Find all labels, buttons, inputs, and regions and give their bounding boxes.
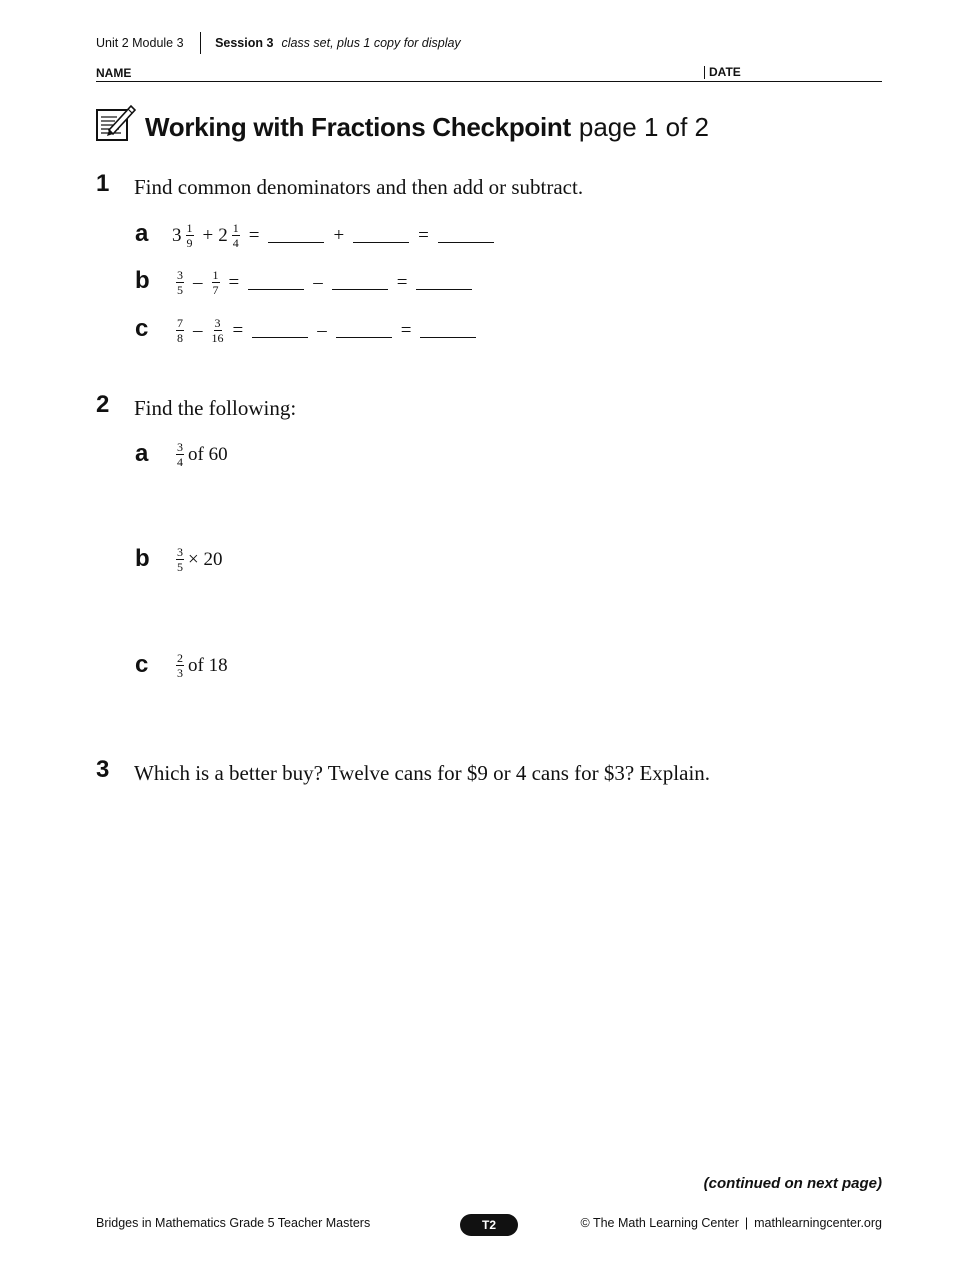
name-date-line bbox=[96, 66, 882, 82]
answer-blank[interactable] bbox=[268, 228, 324, 243]
answer-blank[interactable] bbox=[332, 275, 388, 290]
problem-1-text: Find common denominators and then add or subtract. bbox=[134, 175, 584, 199]
footer-copyright bbox=[581, 1216, 882, 1230]
problem-1a-letter: a bbox=[135, 220, 149, 247]
problem-2a-expression bbox=[172, 441, 228, 468]
fraction: $\frac{3}{16}$ bbox=[211, 316, 224, 345]
unit-module-label: Unit 2 Module 3 bbox=[96, 36, 184, 50]
title-sub: page 1 of 2 bbox=[578, 112, 709, 142]
equals-sign: = bbox=[396, 271, 408, 293]
fraction: $\frac{3}{4}$ bbox=[177, 440, 183, 469]
answer-blank[interactable] bbox=[336, 323, 392, 338]
equals-sign: = bbox=[228, 271, 240, 293]
expression-rest: of 60 bbox=[188, 443, 228, 465]
title-main: Working with Fractions Checkpoint bbox=[145, 112, 571, 142]
problem-1a-expression bbox=[172, 222, 498, 249]
website-link[interactable]: mathlearningcenter.org bbox=[754, 1216, 882, 1230]
problem-2b-letter: b bbox=[135, 545, 150, 572]
expression-rest: of 18 bbox=[188, 654, 228, 676]
fraction: $\frac{1}{4}$ bbox=[232, 221, 239, 250]
page-title bbox=[145, 112, 709, 143]
operator: – bbox=[193, 319, 203, 341]
expression-rest: × 20 bbox=[188, 548, 223, 570]
fraction: $\frac{3}{5}$ bbox=[177, 545, 183, 574]
equals-sign: = bbox=[400, 319, 412, 341]
problem-2-number: 2 bbox=[96, 391, 110, 418]
equals-sign: = bbox=[248, 224, 260, 246]
worksheet-pencil-icon bbox=[95, 100, 137, 142]
session-label: Session 3 bbox=[215, 36, 274, 50]
operator: + bbox=[202, 224, 214, 246]
operator: – bbox=[193, 271, 203, 293]
date-label: DATE bbox=[704, 66, 741, 79]
fraction: $\frac{1}{9}$ bbox=[186, 221, 193, 250]
footer-divider: | bbox=[744, 1216, 749, 1230]
operator: + bbox=[333, 224, 345, 246]
fraction: $\frac{2}{3}$ bbox=[177, 651, 183, 680]
fraction: $\frac{3}{5}$ bbox=[177, 268, 183, 297]
problem-2a-letter: a bbox=[135, 440, 149, 467]
problem-2c-expression bbox=[172, 652, 228, 679]
operator: – bbox=[313, 271, 323, 293]
problem-1c-letter: c bbox=[135, 315, 149, 342]
problem-2b-expression bbox=[172, 546, 222, 573]
answer-blank[interactable] bbox=[353, 228, 409, 243]
whole-number: 2 bbox=[218, 224, 228, 246]
header-bar bbox=[96, 33, 461, 53]
equals-sign: = bbox=[418, 224, 429, 246]
problem-3-text: Which is a better buy? Twelve cans for $9 or 4 cans for $3? Explain. bbox=[134, 761, 711, 785]
answer-blank[interactable] bbox=[420, 323, 476, 338]
problem-1b-expression bbox=[172, 269, 476, 296]
answer-blank[interactable] bbox=[438, 228, 494, 243]
fraction: $\frac{1}{7}$ bbox=[212, 268, 219, 297]
answer-blank[interactable] bbox=[416, 275, 472, 290]
whole-number: 3 bbox=[172, 224, 182, 246]
operator: – bbox=[317, 319, 327, 341]
problem-1-number: 1 bbox=[96, 170, 110, 197]
problem-2-text: Find the following: bbox=[134, 396, 297, 420]
header-divider bbox=[200, 32, 202, 54]
problem-2c-letter: c bbox=[135, 651, 149, 678]
page-footer bbox=[96, 1214, 882, 1234]
copyright-text: © The Math Learning Center bbox=[580, 1216, 739, 1230]
problem-3-number: 3 bbox=[96, 756, 110, 783]
name-label: NAME bbox=[96, 66, 132, 80]
footer-publication: Bridges in Mathematics Grade 5 Teacher Masters bbox=[96, 1216, 371, 1230]
equals-sign: = bbox=[232, 319, 244, 341]
page-badge: T2 bbox=[460, 1214, 518, 1236]
problem-1c-expression bbox=[172, 317, 480, 344]
problem-1b-letter: b bbox=[135, 267, 150, 294]
session-note: class set, plus 1 copy for display bbox=[281, 36, 461, 50]
fraction: $\frac{7}{8}$ bbox=[177, 316, 183, 345]
answer-blank[interactable] bbox=[252, 323, 308, 338]
answer-blank[interactable] bbox=[248, 275, 304, 290]
continued-note: (continued on next page) bbox=[703, 1175, 882, 1192]
